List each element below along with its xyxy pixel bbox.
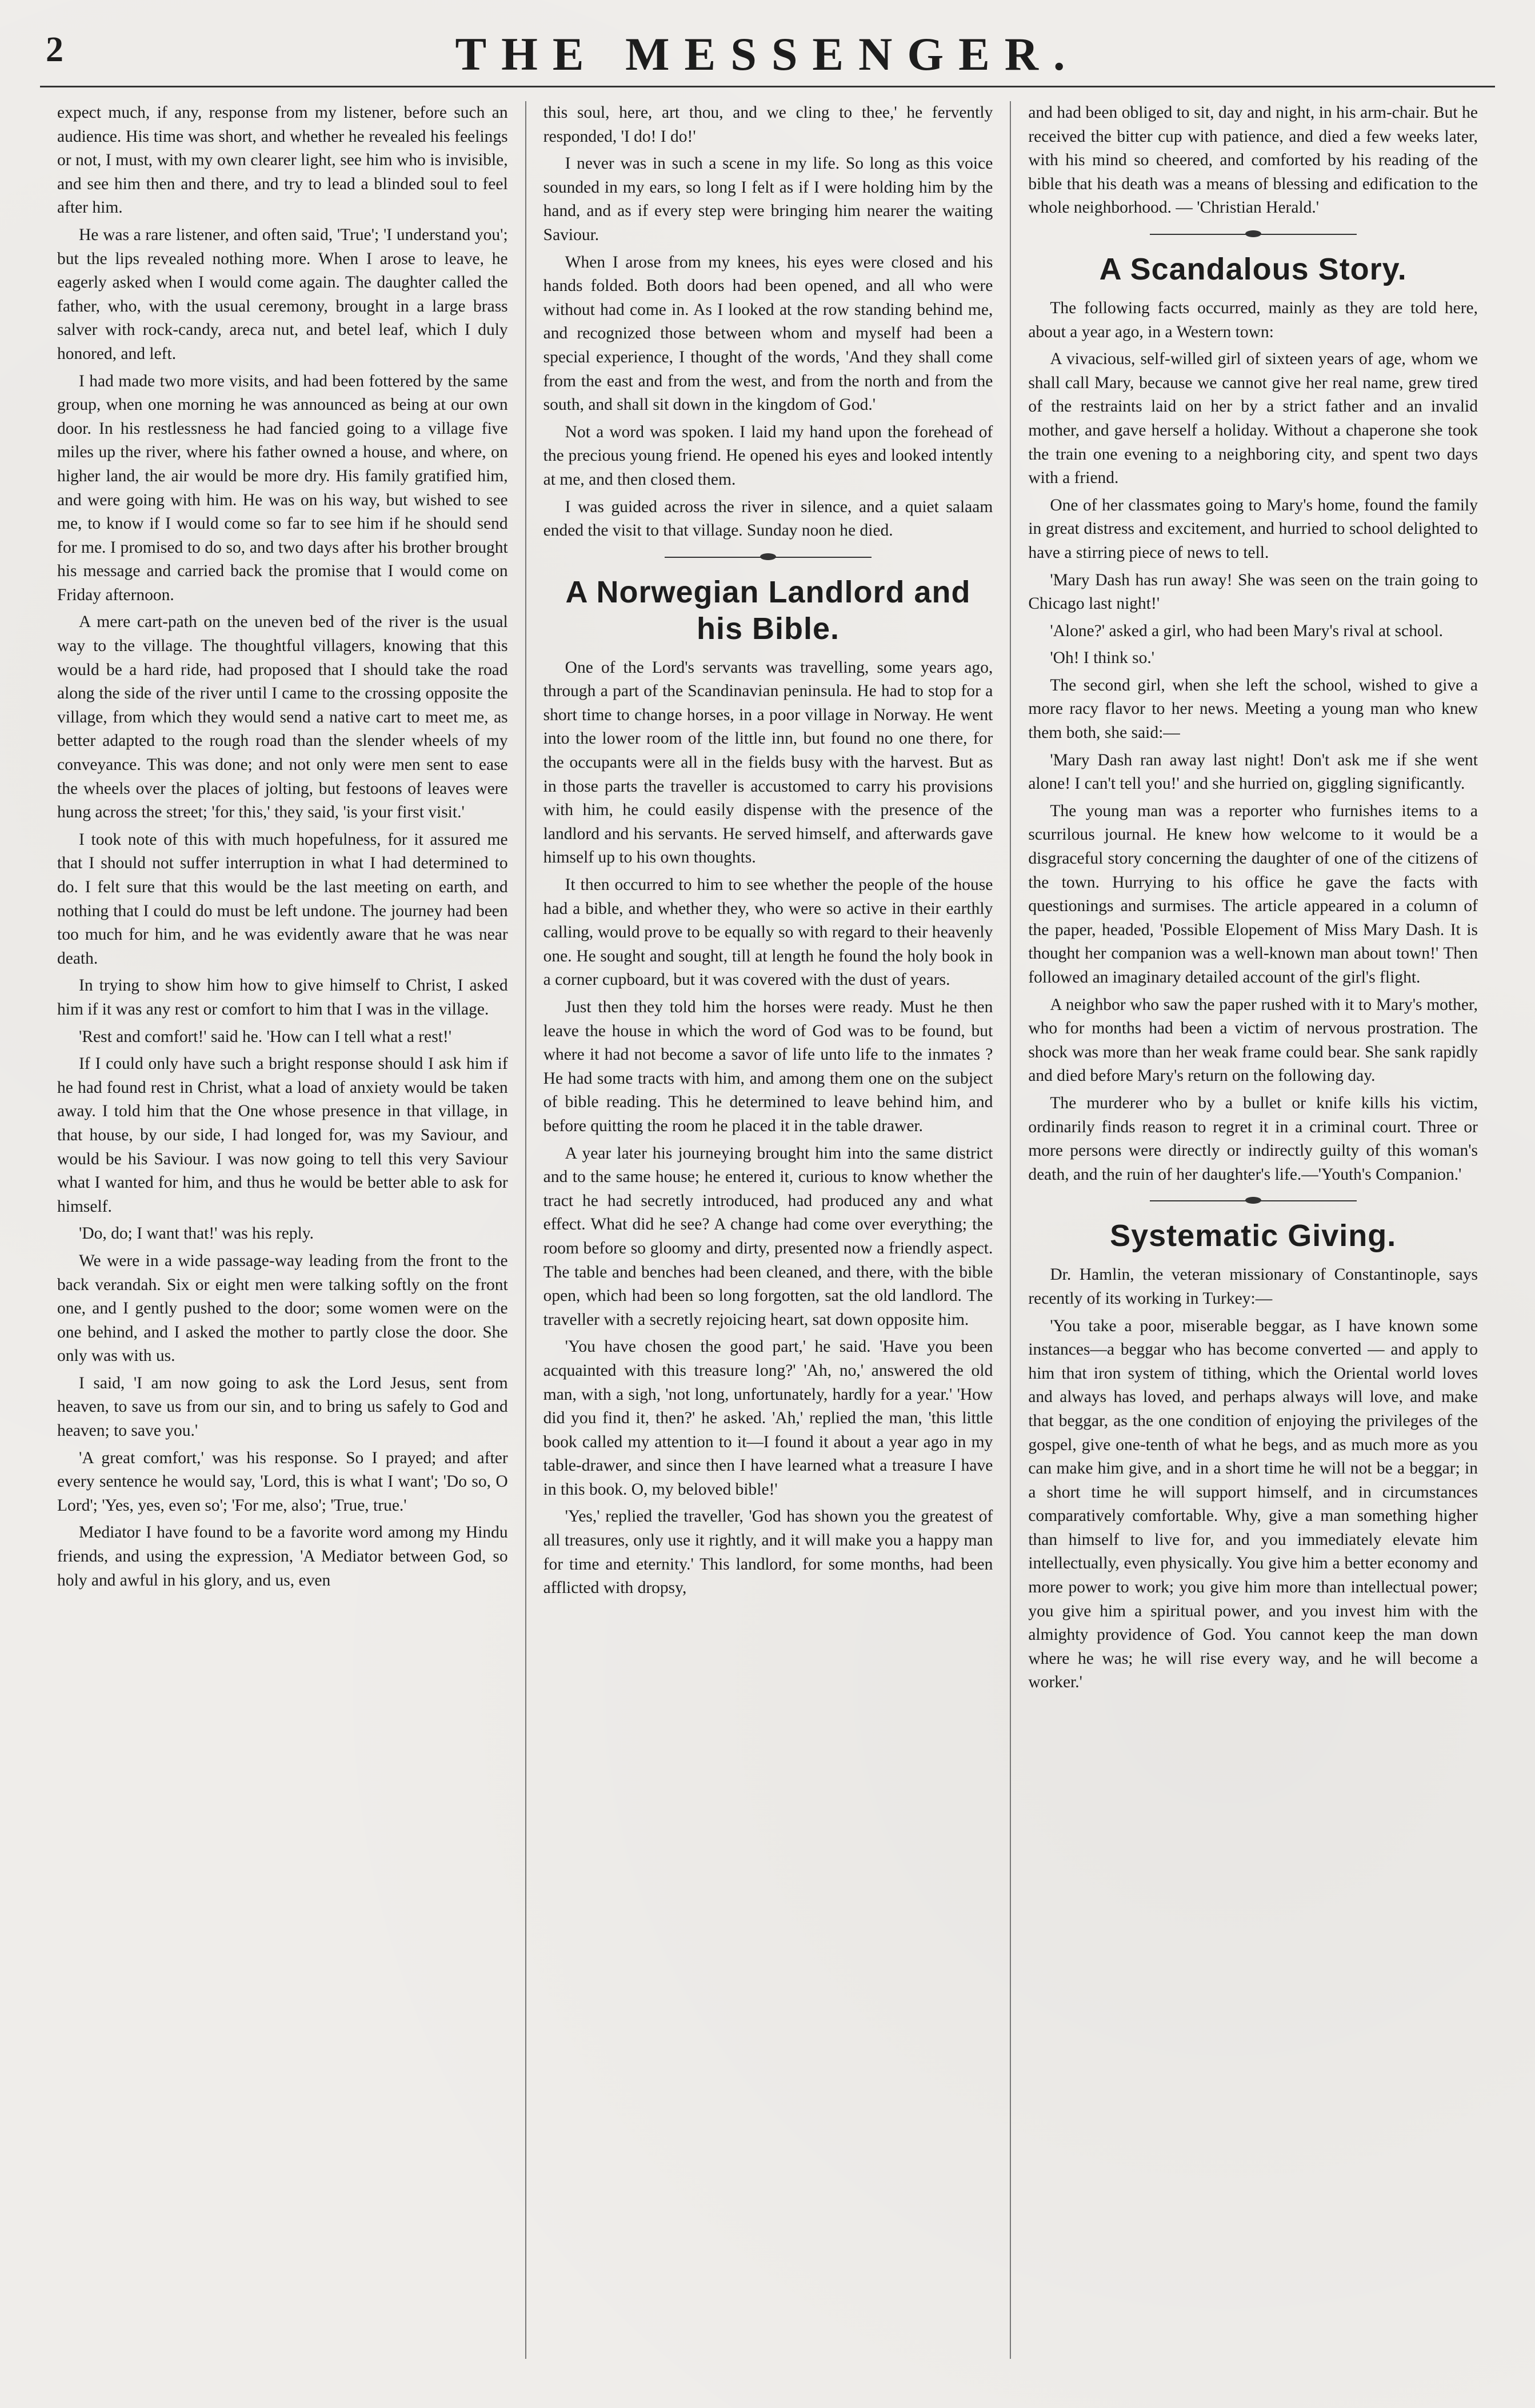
article-paragraph: The young man was a reporter who furnishes items to a scurrilous journal. He knew how welcome to it would be a disgraceful story concerning the daughter of one of the citizens of the town. Hurrying to his office he gave the facts with questionings and surmises. The article appeared in a column of the paper, headed, 'Possible Elopement of Miss Mary Dash. It is thought her companion was a well-known man about town!' Then followed an imaginary detailed account of the girl's flight. xyxy=(1028,801,1478,987)
article-paragraph: I took note of this with much hopefulness, for it assured me that I should not suffer interruption in what I had determined to do. I felt sure that this would be the last meeting on earth, and nothing that I could do must be left undone. The journey had been too much for him, and he was evidently aware that he was near death. xyxy=(57,830,508,968)
article-paragraph: When I arose from my knees, his eyes were closed and his hands folded. Both doors had been opened, and all who were without had come in. As I looked at the row standing behind me, and recognized those between whom and myself had been a special experience, I thought of the words, 'And they shall come from the east and from the west, and from the north and from the south, and shall sit down in the kingdom of God.' xyxy=(543,253,993,414)
article-paragraph: Just then they told him the horses were ready. Must he then leave the house in which the word of God was to be found, but where it had not become a savor of life unto life to the inmates ? He had some tracts with him, and among them one on the subject of bible reading. This he determined to leave behind him, and before quitting the room he placed it in the table drawer. xyxy=(543,998,993,1135)
article-paragraph: Dr. Hamlin, the veteran missionary of Constantinople, says recently of its working in Turkey:— xyxy=(1028,1265,1478,1308)
article-paragraph: The second girl, when she left the school, wished to give a more racy flavor to her news. Meeting a young man who knew them both, she said:— xyxy=(1028,676,1478,742)
article-paragraph: I was guided across the river in silence, and a quiet salaam ended the visit to that village. Sunday noon he died. xyxy=(543,497,993,540)
article-paragraph: We were in a wide passage-way leading from the front to the back verandah. Six or eight men were talking softly on the front one, and I gently pushed to the door; some women were on the one behind, and I asked the mother to partly close the door. She only was with us. xyxy=(57,1251,508,1365)
column-2 xyxy=(525,101,1010,2359)
newspaper-title: THE MESSENGER. xyxy=(455,28,1080,80)
article-paragraph: 'Do, do; I want that!' was his reply. xyxy=(79,1224,314,1243)
article-paragraph: The following facts occurred, mainly as they are told here, about a year ago, in a Western town: xyxy=(1028,298,1478,341)
article-paragraph: I had made two more visits, and had been fottered by the same group, when one morning he was announced as being at our own door. In his restlessness he had fancied going to a village five miles up the river, where his father owned a house, and where, on higher land, the air would be more dry. His family gratified him, and were going with him. He was on his way, but wished to see me, to know if I would come so far to see him if he should send for me. I promised to do so, and two days after his brother brought his message and carried back the promise that I would come on Friday afternoon. xyxy=(57,372,508,604)
section-divider xyxy=(665,551,872,564)
article-paragraph: The murderer who by a bullet or knife kills his victim, ordinarily finds reason to regret it in a criminal court. Three or more persons were directly or indirectly guilty of this woman's death, and the ruin of her daughter's life.—'Youth's Companion.' xyxy=(1028,1093,1478,1184)
section-divider xyxy=(1150,1195,1357,1207)
article-paragraph: 'Mary Dash has run away! She was seen on the train going to Chicago last night!' xyxy=(1028,570,1478,613)
article-paragraph: expect much, if any, response from my listener, before such an audience. His time was short, and whether he revealed his feelings or not, I must, with my own clearer light, see him who is invisible, and see him then and there, and try to lead a blinded soul to feel after him. xyxy=(57,103,508,217)
article-paragraph: A mere cart-path on the uneven bed of the river is the usual way to the village. The thoughtful villagers, knowing that this would be a hard ride, had proposed that I should take the road along the side of the river until I came to the crossing opposite the village, from which they would send a native cart to meet me, as better adapted to the rough road than the slender wheels of my conveyance. This was done; and not only were men sent to ease the wheels over the places of jolting, but festoons of leaves were hung across the street; 'for this,' they said, 'is your first visit.' xyxy=(57,613,508,822)
article-paragraph: A year later his journeying brought him into the same district and to the same house; he entered it, curious to know whether the tract he had secretly introduced, had produced any and what effect. What did he see? A change had come over everything; the room before so gloomy and dirty, presented now a friendly aspect. The table and benches had been cleaned, and there, with the bible open, which had been so long forgotten, sat the old landlord. The traveller with a secretly rejoicing heart, sat down opposite him. xyxy=(543,1144,993,1329)
article-paragraph: 'Alone?' asked a girl, who had been Mary's rival at school. xyxy=(1050,621,1444,640)
article-paragraph: A neighbor who saw the paper rushed with it to Mary's mother, who for months had been a victim of nervous prostration. The shock was more than her weak frame could bear. She sank rapidly and died before Mary's return on the following day. xyxy=(1028,995,1478,1085)
article-paragraph: Not a word was spoken. I laid my hand upon the forehead of the precious young friend. He opened his eyes and looked intently at me, and then closed them. xyxy=(543,422,993,489)
column-1 xyxy=(40,101,525,2359)
article-paragraph: 'You have chosen the good part,' he said. 'Have you been acquainted with this treasure long?' 'Ah, no,' answered the old man, with a sigh, 'not long, unfortunately, hardly for a year.' 'How did you find it, then?' he asked. 'Ah,' replied the man, 'this little book called my attention to it—I found it about a year ago in my table-drawer, and since then I have learned what a treasure I have in this book. O, my beloved bible!' xyxy=(543,1337,993,1499)
article-paragraph: 'Rest and comfort!' said he. 'How can I tell what a rest!' xyxy=(79,1027,452,1046)
article-headline: A Norwegian Landlord and his Bible. xyxy=(565,574,971,646)
article-paragraph: A vivacious, self-willed girl of sixteen years of age, whom we shall call Mary, because we cannot give her real name, grew tired of the restraints laid on her by a strict father and an invalid mother, and gave herself a holiday. Without a chaperone she took the train one evening to a neighboring city, and spent two days with a friend. xyxy=(1028,350,1478,488)
article-paragraph: 'Yes,' replied the traveller, 'God has shown you the greatest of all treasures, only use it rightly, and it will make you a happy man for time and eternity.' This landlord, for some months, had been afflicted with dropsy, xyxy=(543,1507,993,1598)
article-columns xyxy=(40,101,1495,2359)
article-paragraph: 'A great comfort,' was his response. So I prayed; and after every sentence he would say, 'Lord, this is what I want'; 'Do so, O Lord'; 'Yes, yes, even so'; 'For me, also'; 'True, true.' xyxy=(57,1448,508,1515)
article-paragraph: In trying to show him how to give himself to Christ, I asked him if it was any rest or comfort to him that I was in the village. xyxy=(57,976,508,1019)
article-paragraph: 'Oh! I think so.' xyxy=(1050,649,1155,668)
masthead xyxy=(40,23,1495,87)
article-paragraph: One of the Lord's servants was travelling, some years ago, through a part of the Scandinavian peninsula. He had to stop for a short time to change horses, in a poor village in Norway. He went into the lower room of the little inn, but found no one there, for the occupants were all in the fields busy with the harvest. But as in those parts the traveller is accustomed to carry his provisions with him, he could easily dispense with the presence of the landlord and his servants. He served himself, and afterwards gave himself up to his own thoughts. xyxy=(543,658,993,867)
column-3 xyxy=(1010,101,1495,2359)
article-paragraph: I never was in such a scene in my life. So long as this voice sounded in my ears, so long I felt as if I were holding him by the hand, and as if every step were bringing him nearer the waiting Saviour. xyxy=(543,154,993,244)
article-paragraph: One of her classmates going to Mary's home, found the family in great distress and excitement, and hurried to school delighted to have a stirring piece of news to tell. xyxy=(1028,496,1478,562)
article-paragraph: and had been obliged to sit, day and night, in his arm-chair. But he received the bitter cup with patience, and died a few weeks later, with his mind so cheered, and comforted by his reading of the bible that his death was a means of blessing and edification to the whole neighborhood. — 'Christian Herald.' xyxy=(1028,103,1478,217)
page-number: 2 xyxy=(46,30,63,69)
article-paragraph: I said, 'I am now going to ask the Lord Jesus, sent from heaven, to save us from our sin, and to bring us safely to God and heaven; to save you.' xyxy=(57,1373,508,1440)
article-headline: A Scandalous Story. xyxy=(1099,251,1407,286)
article-headline: Systematic Giving. xyxy=(1110,1219,1397,1253)
article-paragraph: He was a rare listener, and often said, 'True'; 'I understand you'; but the lips revealed nothing more. When I arose to leave, he eagerly asked when I would come again. The daughter called the father, who, with the usual ceremony, brought in a large brass salver with rock-candy, areca nut, and betel leaf, which I duly honored, and left. xyxy=(57,225,508,363)
article-paragraph: 'Mary Dash ran away last night! Don't ask me if she went alone! I can't tell you!' and she hurried on, giggling significantly. xyxy=(1028,750,1478,793)
article-paragraph: It then occurred to him to see whether the people of the house had a bible, and whether they, who were so active in their earthly calling, would prove to be equally so with regard to their heavenly one. He sought and sought, till at length he found the holy book in a corner cupboard, but it was covered with the dust of years. xyxy=(543,876,993,989)
section-divider xyxy=(1150,228,1357,241)
article-paragraph: Mediator I have found to be a favorite word among my Hindu friends, and using the expression, 'A Mediator between God, so holy and awful in his glory, and us, even xyxy=(57,1523,508,1590)
article-paragraph: 'You take a poor, miserable beggar, as I have known some instances—a beggar who has become converted — and apply to him that iron system of tithing, which the Oriental world loves and always has loved, and perhaps always will love, and make that beggar, as the one condition of enjoying the privileges of the gospel, give one-tenth of what he begs, and as much more as you can make him give, and in a short time he will not be a beggar; in a short time he will support himself, and in circumstances comparatively comfortable. Why, give a man something higher than himself to live for, and you immediately elevate him intellectually, even physically. You give him a better economy and more power to work; you give him more than intellectual power; you give him a spiritual power, and you invest him with the almighty providence of God. You cannot keep the man down where he was; he will rise every way, and he will become a worker.' xyxy=(1028,1316,1478,1692)
article-paragraph: this soul, here, art thou, and we cling to thee,' he fervently responded, 'I do! I do!' xyxy=(543,103,993,146)
article-paragraph: If I could only have such a bright response should I ask him if he had found rest in Christ, what a load of anxiety would be taken away. I told him that the One whose presence in that village, in that house, by our side, I had longed for, was my Saviour, and would be his Saviour. I was now going to tell this very Saviour what I wanted for him, and thus he would be better able to ask for himself. xyxy=(57,1055,508,1216)
